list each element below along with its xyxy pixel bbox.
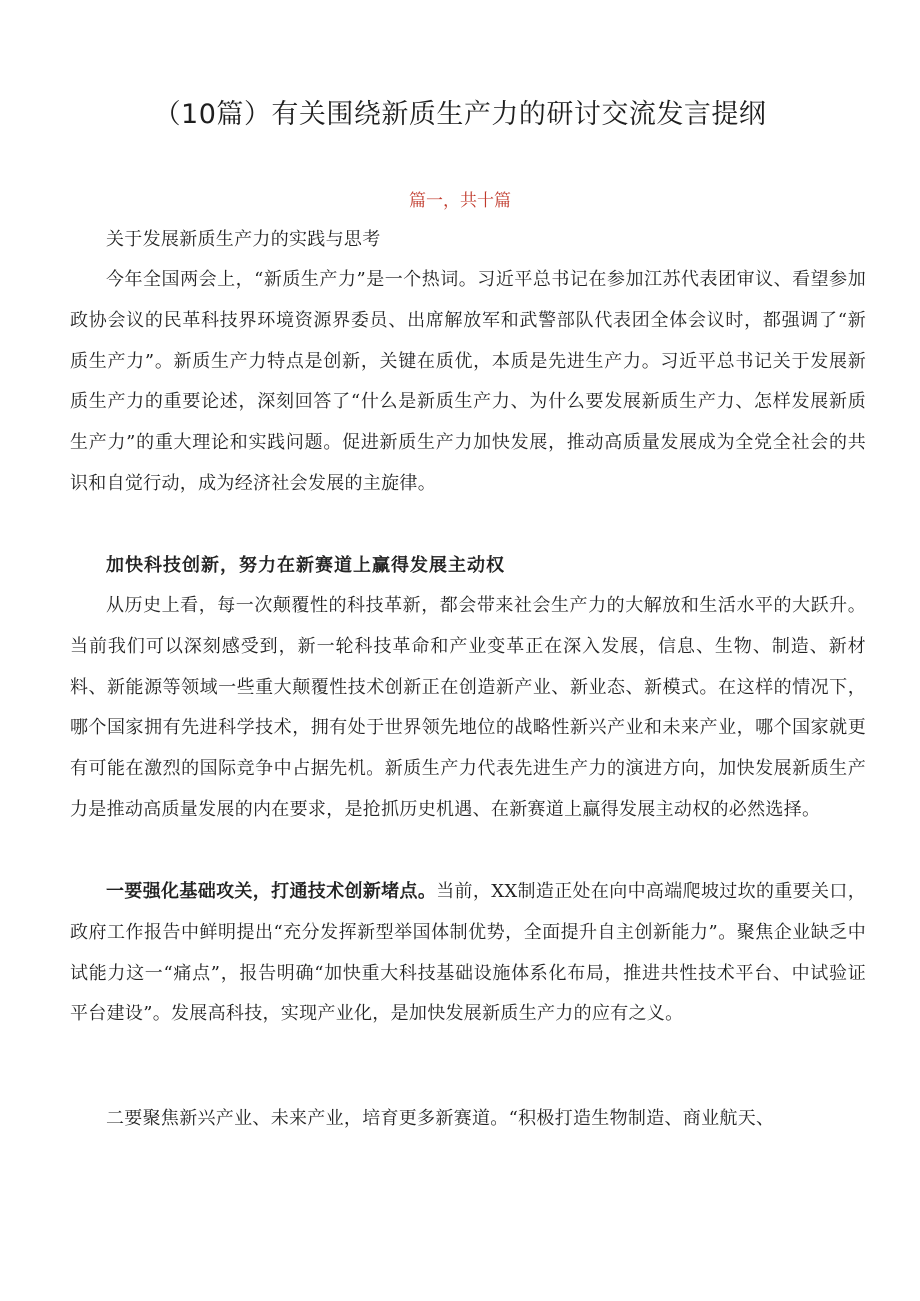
chapter-label: 篇一，共十篇 [409,191,511,211]
article-subtitle: 关于发展新质生产力的实践与思考 [106,229,381,250]
document-title: （10篇）有关围绕新质生产力的研讨交流发言提纲 [153,99,767,130]
first-point-paragraph [70,872,866,1035]
history-paragraph: 从历史上看，每一次颠覆性的科技革新，都会带来社会生产力的大解放和生活水平的大跃升。当前我们可以深刻感受到，新一轮科技革命和产业变革正在深入发展，信息、生物、制造、新材料、新能源等领域一些重大颠覆性技术创新正在创造新产业、新业态、新模式。在这样的情况下，哪个国家拥有先进科学技术，拥有处于世界领先地位的战略性新兴产业和未来产业，哪个国家就更有可能在激烈的国际竞争中占据先机。新质生产力代表先进生产力的演进方向，加快发展新质生产力是推动高质量发展的内在要求，是抢抓历史机遇、在新赛道上赢得发展主动权的必然选择。 [70,595,866,820]
section-heading: 加快科技创新，努力在新赛道上赢得发展主动权 [106,555,505,576]
first-point-text: 当前，XX制造正处在向中高端爬坡过坎的重要关口，政府工作报告中鲜明提出“充分发挥新型举国体制优势，全面提升自主创新能力”。聚焦企业缺乏中试能力这一“痛点”，报告明确“加快重大科技基础设施体系化布局，推进共性技术平台、中试验证平台建设”。发展高科技，实现产业化，是加快发展新质生产力的应有之义。 [70,881,867,1025]
intro-paragraph: 今年全国两会上，“新质生产力”是一个热词。习近平总书记在参加江苏代表团审议、看望参加政协会议的民革科技界环境资源界委员、出席解放军和武警部队代表团全体会议时，都强调了“新质生产力”。新质生产力特点是创新，关键在质优，本质是先进生产力。习近平总书记关于发展新质生产力的重要论述，深刻回答了“什么是新质生产力、为什么要发展新质生产力、怎样发展新质生产力”的重大理论和实践问题。促进新质生产力加快发展，推动高质量发展成为全党全社会的共识和自觉行动，成为经济社会发展的主旋律。 [70,269,866,494]
second-point-paragraph: 二要聚焦新兴产业、未来产业，培育更多新赛道。“积极打造生物制造、商业航天、 [106,1108,775,1129]
first-point-lead: 一要强化基础攻关，打通技术创新堵点。 [106,881,437,902]
